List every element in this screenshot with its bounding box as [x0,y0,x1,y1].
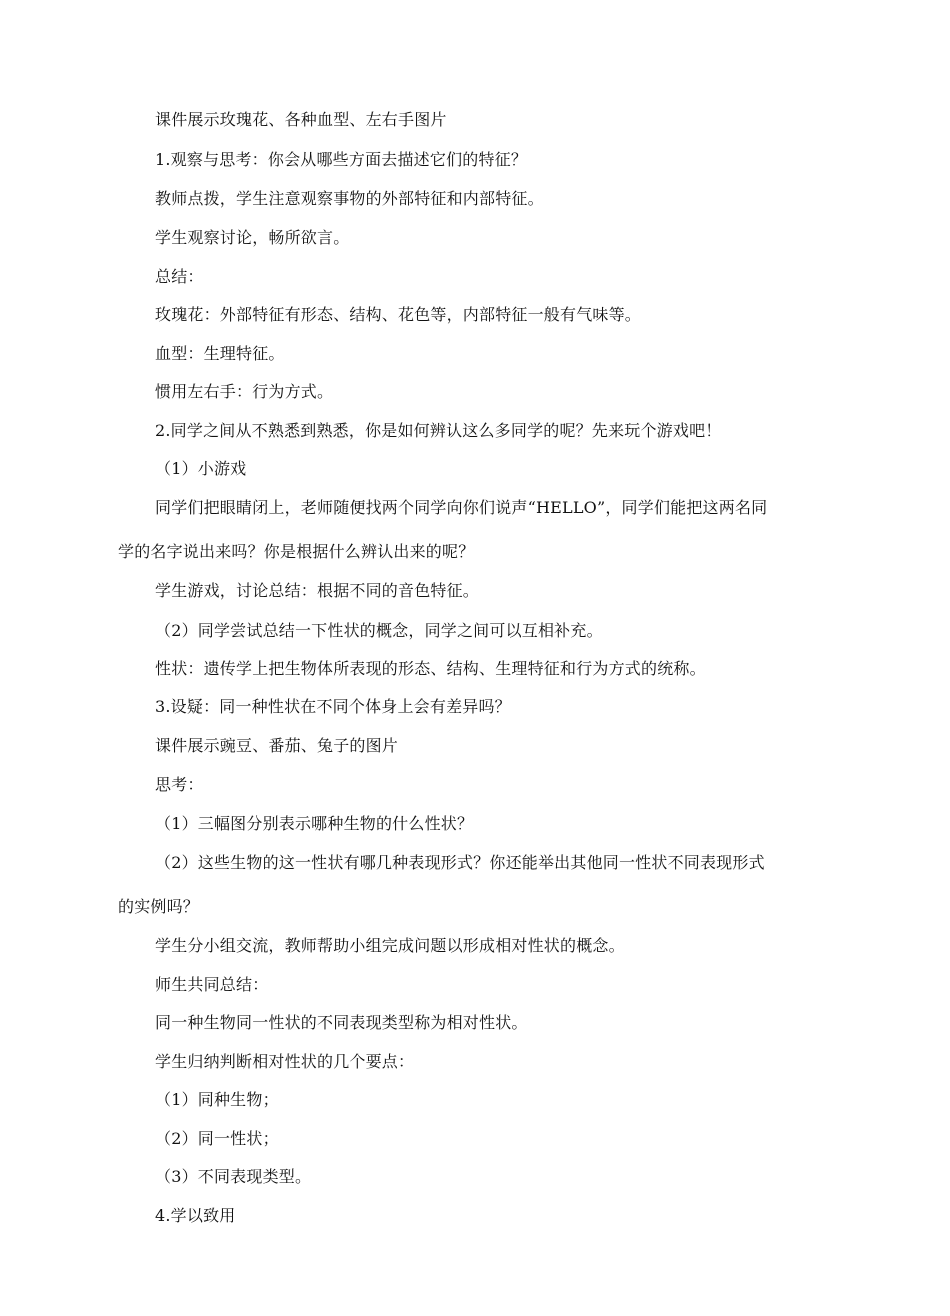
paragraph-line: 师生共同总结： [155,975,269,994]
paragraph-line: 4.学以致用 [155,1206,236,1225]
paragraph-line: 同一种生物同一性状的不同表现类型称为相对性状。 [155,1013,528,1032]
paragraph-line: （1）同种生物； [155,1090,279,1109]
paragraph-line-continued: 学的名字说出来吗？你是根据什么辨认出来的呢？ [118,542,475,561]
paragraph-line-continued: 的实例吗？ [118,897,200,916]
paragraph-line: 总结： [155,267,204,286]
paragraph-line: 学生归纳判断相对性状的几个要点： [155,1052,415,1071]
paragraph-line: 教师点拨，学生注意观察事物的外部特征和内部特征。 [155,189,544,208]
paragraph-line: 血型：生理特征。 [155,344,285,363]
paragraph-line: 课件展示玫瑰花、各种血型、左右手图片 [155,110,447,129]
paragraph-line: 2.同学之间从不熟悉到熟悉，你是如何辨认这么多同学的呢？先来玩个游戏吧！ [155,421,722,440]
paragraph-line: （1）小游戏 [155,459,247,478]
paragraph-line: （2）同学尝试总结一下性状的概念，同学之间可以互相补充。 [155,621,603,640]
paragraph-line: 1.观察与思考：你会从哪些方面去描述它们的特征？ [155,150,528,169]
paragraph-line: 3.设疑：同一种性状在不同个体身上会有差异吗？ [155,697,511,716]
paragraph-line: 惯用左右手：行为方式。 [155,382,334,401]
paragraph-line: 思考： [155,775,204,794]
paragraph-line: 同学们把眼睛闭上，老师随便找两个同学向你们说声“HELLO”，同学们能把这两名同 [155,498,768,517]
paragraph-line: 性状：遗传学上把生物体所表现的形态、结构、生理特征和行为方式的统称。 [155,659,706,678]
paragraph-line: （2）这些生物的这一性状有哪几种表现形式？你还能举出其他同一性状不同表现形式 [155,853,765,872]
paragraph-line: 课件展示豌豆、番茄、兔子的图片 [155,736,399,755]
paragraph-line: 学生观察讨论，畅所欲言。 [155,228,350,247]
paragraph-line: （2）同一性状； [155,1129,279,1148]
paragraph-line: 学生游戏，讨论总结：根据不同的音色特征。 [155,581,480,600]
paragraph-line: 玫瑰花：外部特征有形态、结构、花色等，内部特征一般有气味等。 [155,305,642,324]
paragraph-line: （3）不同表现类型。 [155,1167,312,1186]
paragraph-line: 学生分小组交流，教师帮助小组完成问题以形成相对性状的概念。 [155,936,625,955]
paragraph-line: （1）三幅图分别表示哪种生物的什么性状？ [155,814,474,833]
